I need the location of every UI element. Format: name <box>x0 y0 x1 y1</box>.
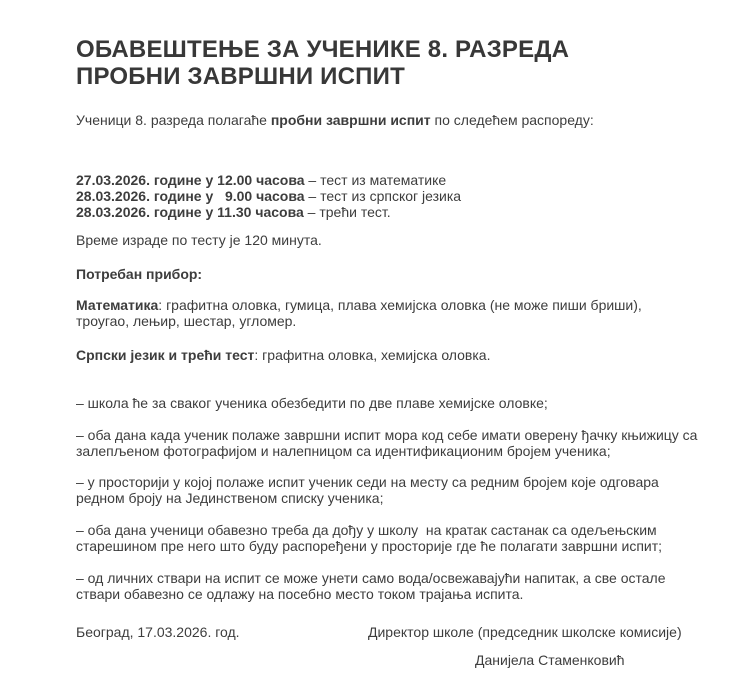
signature-title: Директор школе (председник школске комисије) <box>368 624 682 640</box>
page-title <box>76 36 698 90</box>
schedule-item-third <box>76 204 698 220</box>
supplies-serbian-label: Српски језик и трећи тест <box>76 347 255 363</box>
schedule-item-math-datetime: 27.03.2026. године у 12.00 часова <box>76 172 305 188</box>
rule-homeroom-meeting: – оба дана ученици обавезно треба да дођу у школу на кратак састанак са одељењским старешином пре него што буду распоређени у просторије где ће полагати завршни испит; <box>76 522 663 554</box>
intro-text-bold: пробни завршни испит <box>270 112 431 128</box>
intro-paragraph <box>76 112 698 128</box>
rule-seating-order: – у просторији у којој полаже испит ученик седи на месту са редним бројем које одговара редном броју на Јединственом списку ученика; <box>76 474 663 506</box>
place-date: Београд, 17.03.2026. год. <box>76 624 240 640</box>
intro-text-pre: Ученици 8. разреда полагаће <box>76 112 271 128</box>
page-title-line-2: ПРОБНИ ЗАВРШНИ ИСПИТ <box>76 63 405 90</box>
schedule-item-math <box>76 172 698 188</box>
supplies-math-label: Математика <box>76 297 159 313</box>
signature-name: Данијела Стаменковић <box>475 652 625 668</box>
supplies-heading: Потребан прибор: <box>76 266 203 282</box>
page-title-line-1: ОБАВЕШТЕЊЕ ЗА УЧЕНИКЕ 8. РАЗРЕДА <box>76 36 570 63</box>
intro-text-post: по следећем распореду: <box>430 112 594 128</box>
duration-note: Време израде по тесту је 120 минута. <box>76 232 322 248</box>
supplies-math-paragraph <box>76 297 698 329</box>
schedule-item-third-subject: – трећи тест. <box>303 204 391 220</box>
schedule-item-serbian-datetime: 28.03.2026. године у 9.00 часова <box>76 188 305 204</box>
schedule-item-math-subject: – тест из математике <box>304 172 447 188</box>
schedule-item-serbian <box>76 188 698 204</box>
supplies-serbian-paragraph <box>76 347 698 363</box>
rule-pens-provided: – школа ће за сваког ученика обезбедити по две плаве хемијске оловке; <box>76 395 548 411</box>
footer-row <box>76 624 698 640</box>
supplies-serbian-list: : графитна оловка, хемијска оловка. <box>254 347 491 363</box>
exam-schedule-list <box>76 172 698 220</box>
rule-student-booklet: – оба дана када ученик полаже завршни испит мора код себе имати оверену ђачку књижицу са залепљеном фотографијом и налепницом са идентификационим бројем ученика; <box>76 427 702 459</box>
rule-personal-items: – од личних ствари на испит се може унети само вода/освежавајући напитак, а све остале ствари обавезно се одлажу на посебно место током трајања испита. <box>76 570 670 602</box>
supplies-math-list: : графитна оловка, гумица, плава хемијска оловка (не може пиши бриши), троугао, лењир, шестар, угломер. <box>76 297 646 329</box>
schedule-item-third-datetime: 28.03.2026. године у 11.30 часова <box>76 204 304 220</box>
schedule-item-serbian-subject: – тест из српског језика <box>304 188 462 204</box>
